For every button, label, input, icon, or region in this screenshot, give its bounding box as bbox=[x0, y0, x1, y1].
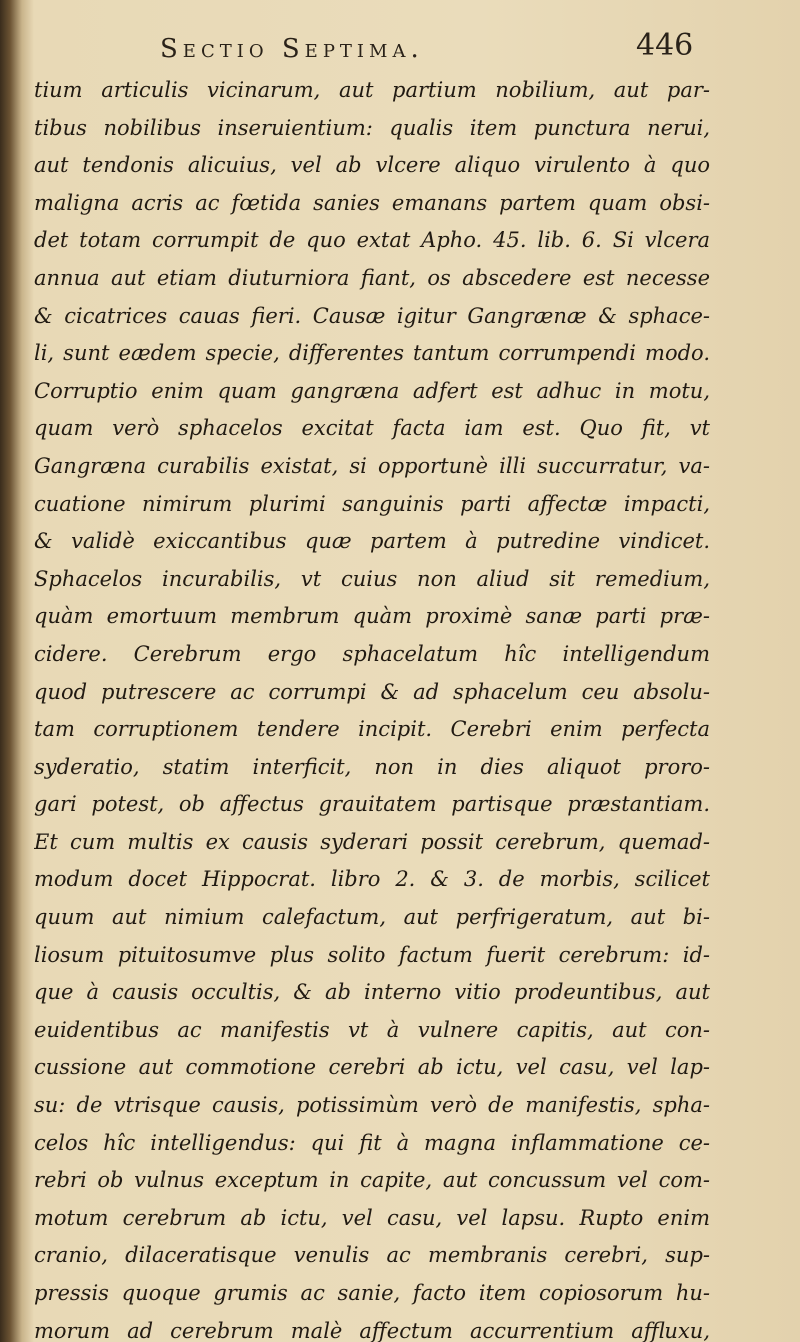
text-line: su: de vtrisque causis, potissimùm verò de manifestis, spha- bbox=[34, 1093, 710, 1118]
body-text bbox=[34, 72, 710, 1342]
page-number: 446 bbox=[636, 28, 694, 63]
text-line: aut tendonis alicuius, vel ab vlcere aliquo virulento à quo bbox=[34, 153, 710, 178]
text-line: & cicatrices cauas fieri. Causæ igitur Gangrænæ & sphace- bbox=[34, 303, 710, 328]
text-line: pressis quoque grumis ac sanie, facto item copiosorum hu- bbox=[34, 1281, 710, 1305]
text-line: quam verò sphacelos excitat facta iam est. Quo fit, vt bbox=[34, 416, 710, 441]
text-line: liosum pituitosumve plus solito factum fuerit cerebrum: id- bbox=[34, 942, 710, 967]
running-head: Sectio Septima. bbox=[160, 34, 424, 64]
text-line: tium articulis vicinarum, aut partium nobilium, aut par- bbox=[34, 78, 710, 102]
text-line: annua aut etiam diuturniora fiant, os abscedere est necesse bbox=[34, 265, 710, 290]
text-line: tam corruptionem tendere incipit. Cerebri enim perfecta bbox=[34, 717, 710, 742]
text-line: det totam corrumpit de quo extat Apho. 45. lib. 6. Si vlcera bbox=[34, 228, 710, 253]
text-line: cuatione nimirum plurimi sanguinis parti affectæ impacti, bbox=[34, 491, 710, 516]
text-line: modum docet Hippocrat. libro 2. & 3. de morbis, scilicet bbox=[34, 867, 710, 892]
text-line: celos hîc intelligendus: qui fit à magna inflammatione ce- bbox=[34, 1130, 710, 1155]
text-line: quum aut nimium calefactum, aut perfrigeratum, aut bi- bbox=[34, 905, 710, 930]
text-line: & validè exiccantibus quæ partem à putredine vindicet. bbox=[34, 529, 710, 554]
text-line: Sphacelos incurabilis, vt cuius non aliud sit remedium, bbox=[34, 566, 710, 591]
text-line: gari potest, ob affectus grauitatem partisque præstantiam. bbox=[34, 792, 710, 817]
text-line: quàm emortuum membrum quàm proximè sanæ parti præ- bbox=[34, 604, 710, 629]
text-line: quod putrescere ac corrumpi & ad sphacelum ceu absolu- bbox=[34, 679, 710, 704]
text-line: morum ad cerebrum malè affectum accurrentium affluxu, bbox=[34, 1318, 710, 1342]
text-line: rebri ob vulnus exceptum in capite, aut concussum vel com- bbox=[34, 1168, 710, 1193]
text-line: Et cum multis ex causis syderari possit cerebrum, quemad- bbox=[34, 829, 710, 854]
text-line: cussione aut commotione cerebri ab ictu, vel casu, vel lap- bbox=[34, 1055, 710, 1080]
text-line: motum cerebrum ab ictu, vel casu, vel lapsu. Rupto enim bbox=[34, 1205, 710, 1230]
text-line: tibus nobilibus inseruientium: qualis item punctura nerui, bbox=[34, 115, 710, 140]
text-line: cranio, dilaceratisque venulis ac membranis cerebri, sup- bbox=[34, 1243, 710, 1268]
page-header bbox=[0, 28, 800, 68]
text-line: euidentibus ac manifestis vt à vulnere capitis, aut con- bbox=[34, 1017, 710, 1042]
text-line: que à causis occultis, & ab interno vitio prodeuntibus, aut bbox=[34, 980, 710, 1005]
text-line: syderatio, statim interficit, non in dies aliquot proro- bbox=[34, 754, 710, 779]
text-line: li, sunt eædem specie, differentes tantum corrumpendi modo. bbox=[34, 341, 710, 366]
text-line: Corruptio enim quam gangræna adfert est adhuc in motu, bbox=[34, 378, 710, 403]
text-line: Gangræna curabilis existat, si opportunè illi succurratur, va- bbox=[34, 453, 710, 478]
text-line: maligna acris ac fœtida sanies emanans partem quam obsi- bbox=[34, 190, 710, 215]
text-line: cidere. Cerebrum ergo sphacelatum hîc intelligendum bbox=[34, 641, 710, 666]
